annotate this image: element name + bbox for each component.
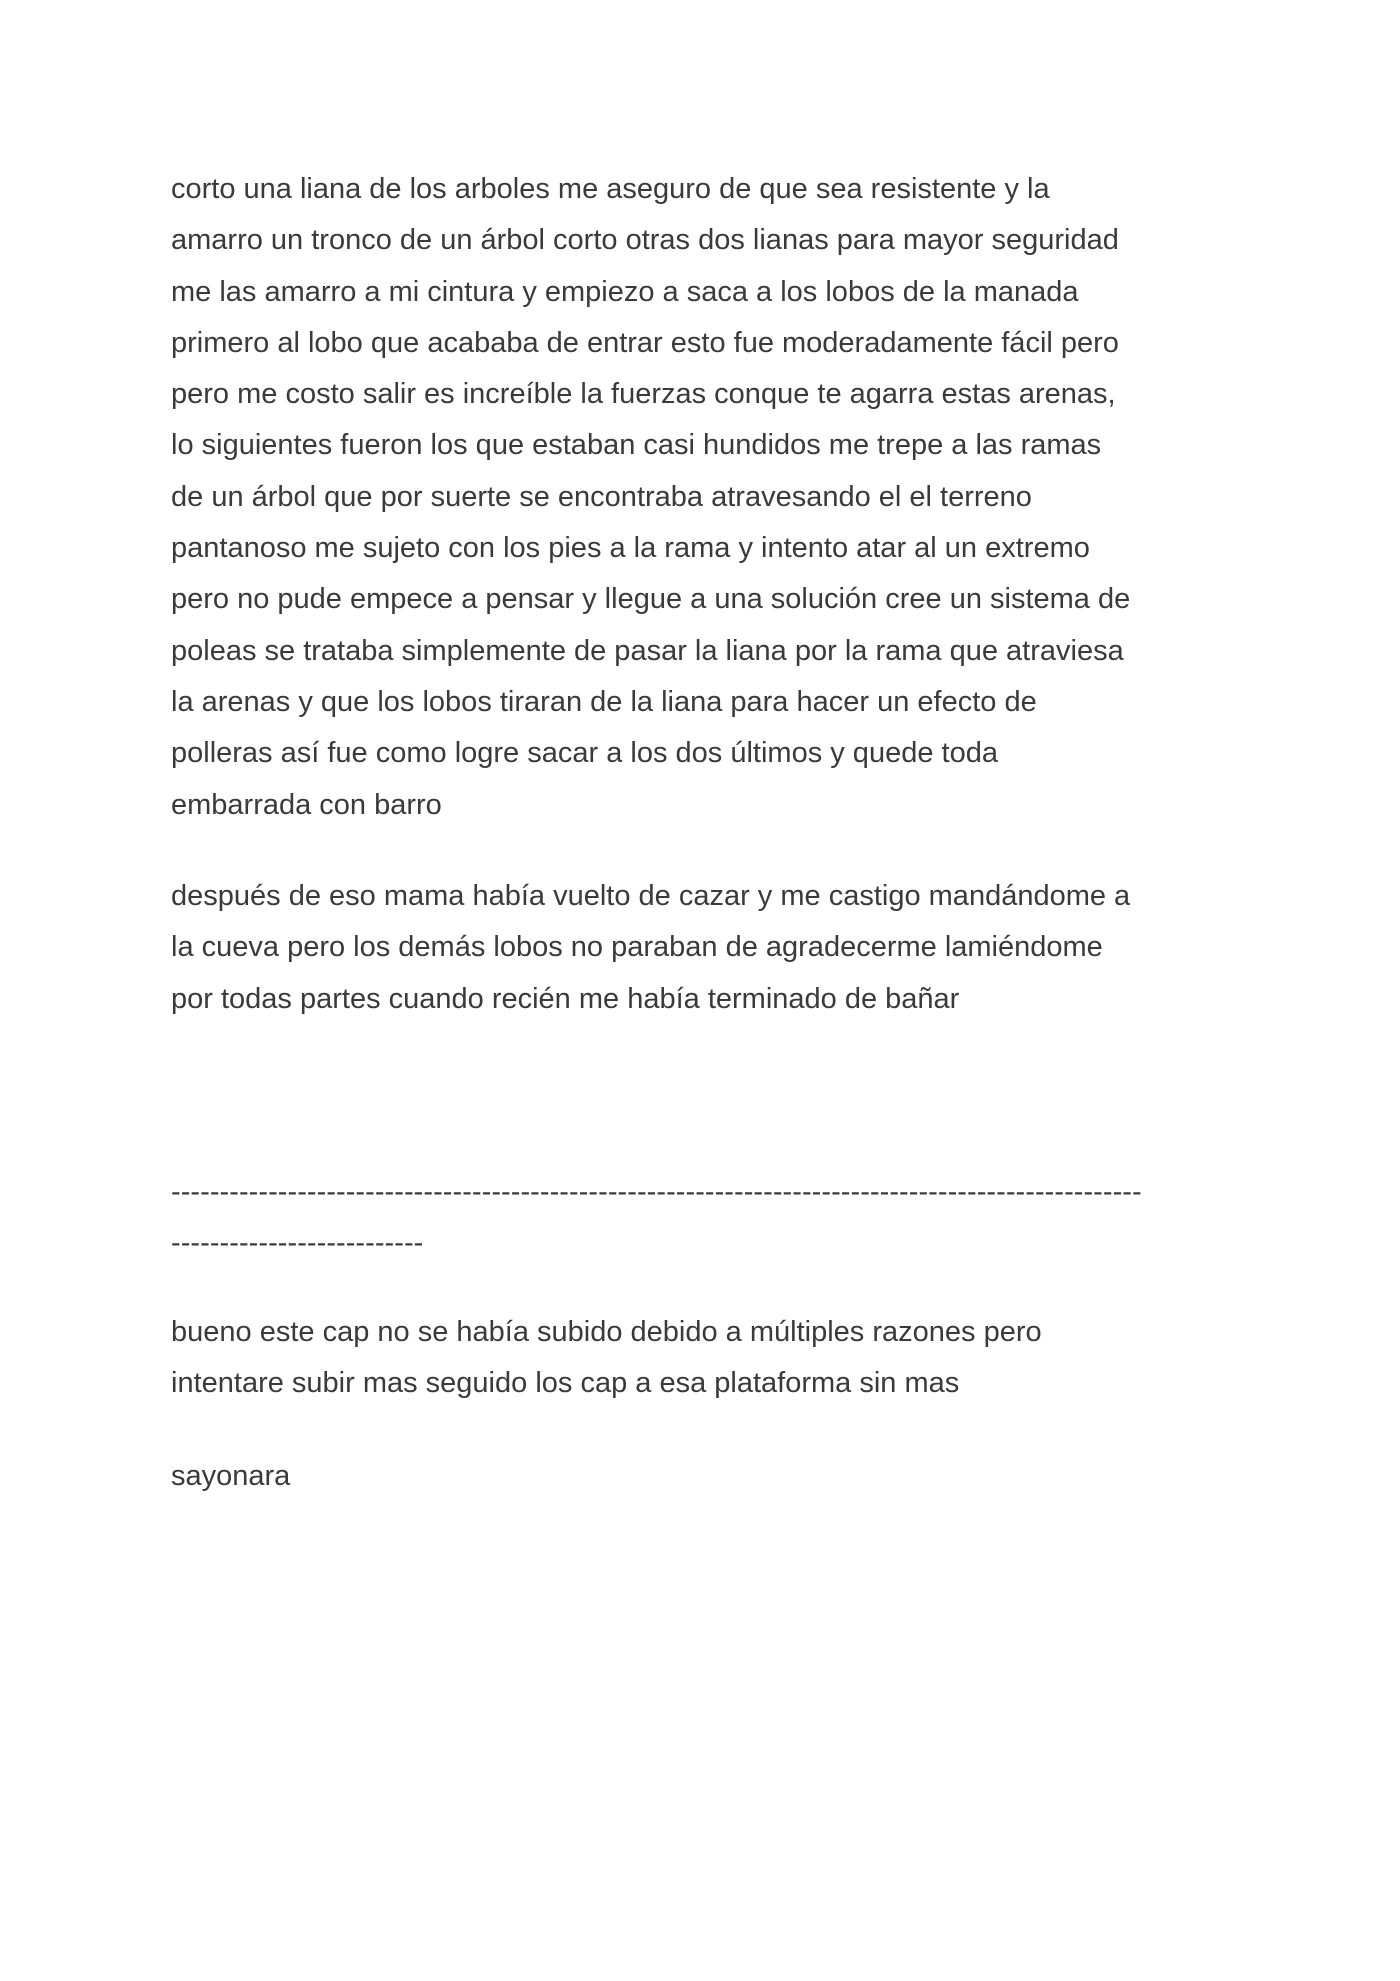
- author-note-paragraph: bueno este cap no se había subido debido a múltiples razones pero intentare subir mas seguido los cap a esa plataforma sin mas: [171, 1316, 1042, 1400]
- dashed-separator: ---------------------------------------------------------------------------------------------------- --------------------------: [171, 1176, 1142, 1260]
- story-paragraph-2: después de eso mama había vuelto de cazar y me castigo mandándome a la cueva pero los demás lobos no paraban de agradecerme lamiéndome por todas partes cuando recién me había terminado de bañar: [171, 880, 1131, 1015]
- sign-off-text: sayonara: [171, 1460, 291, 1492]
- story-paragraph-1: corto una liana de los arboles me aseguro de que sea resistente y la amarro un tronco de un árbol corto otras dos lianas para mayor seguridad me las amarro a mi cintura y empiezo a saca a los lobos de la manada primero al lobo que acababa de entrar esto fue moderadamente fácil pero pero me costo salir es increíble la fuerzas conque te agarra estas arenas, lo siguientes fueron los que estaban casi hundidos me trepe a las ramas de un árbol que por suerte se encontraba atravesando el el terreno pantanoso me sujeto con los pies a la rama y intento atar al un extremo pero no pude empece a pensar y llegue a una solución cree un sistema de poleas se trataba simplemente de pasar la liana por la rama que atraviesa la arenas y que los lobos tiraran de la liana para hacer un efecto de polleras así fue como logre sacar a los dos últimos y quede toda embarrada con barro: [171, 173, 1131, 821]
